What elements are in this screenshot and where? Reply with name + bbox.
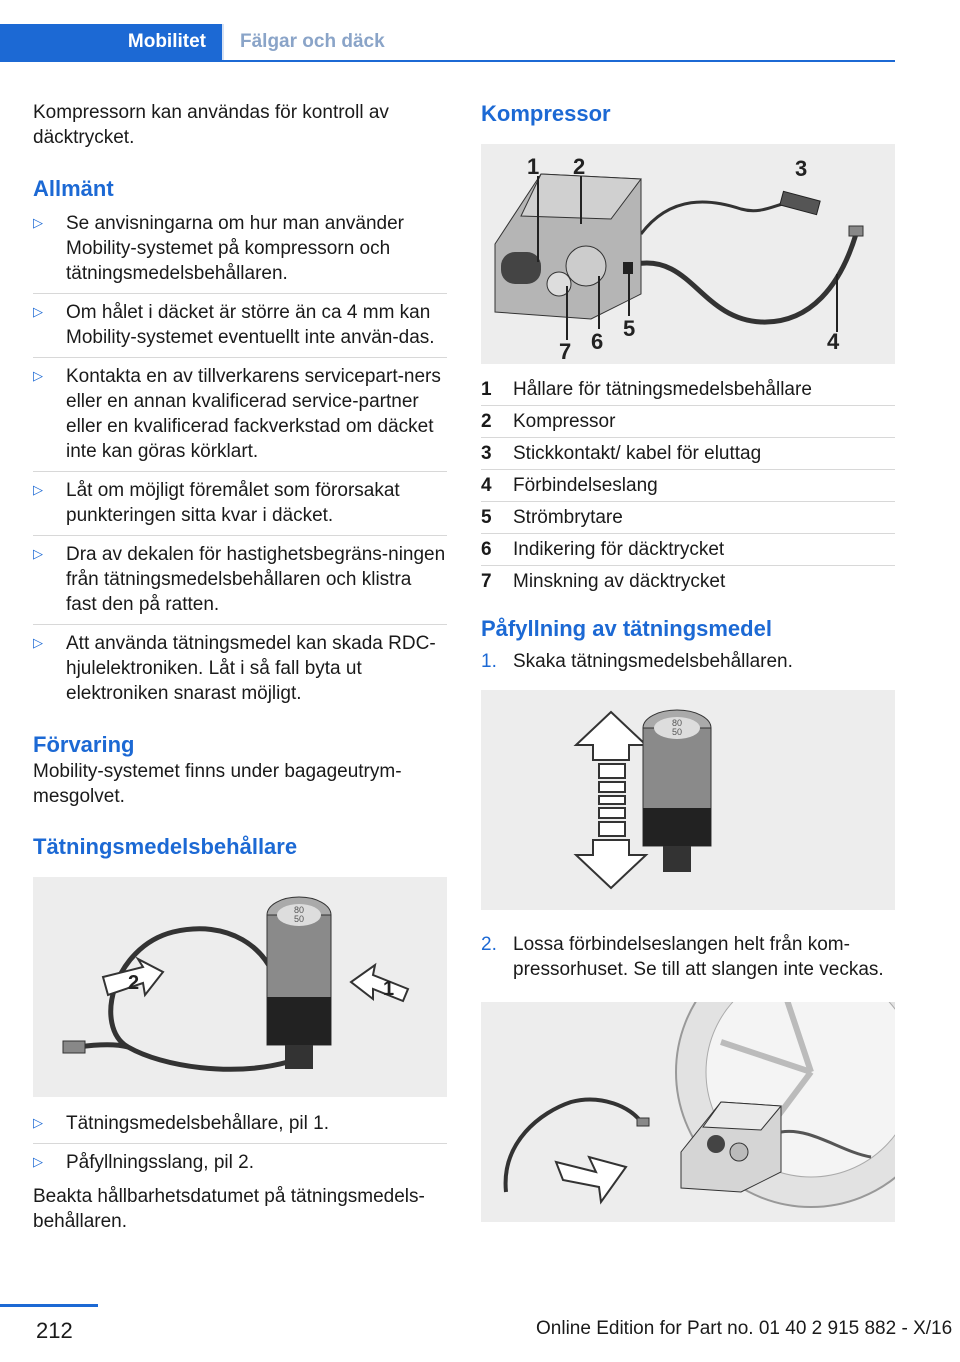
figure-label-2: 2 — [573, 154, 586, 179]
tab-falgar-och-dack[interactable]: Fälgar och däck — [240, 31, 385, 52]
compressor-figure — [481, 144, 895, 364]
shake-bottle-illustration — [481, 690, 895, 910]
forvaring-text: Mobility-systemet finns under bagageutrym-mesgolvet. — [33, 761, 402, 807]
heading-tatningsmedelsbehallare: Tätningsmedelsbehållare — [33, 834, 298, 859]
step-item: 1. Skaka tätningsmedelsbehållaren. — [481, 651, 793, 672]
list-item: ▷ Låt om möjligt föremålet som förorsakat punkteringen sitta kvar i däcket. — [33, 478, 447, 536]
steps-list-2 — [481, 932, 895, 982]
heading-pafyllning: Påfyllning av tätningsmedel — [481, 616, 772, 641]
right-column — [481, 100, 895, 1222]
triangle-bullet-icon: ▷ — [33, 368, 43, 383]
compressor-legend — [481, 374, 895, 597]
figure-label-1: 1 — [527, 154, 540, 179]
triangle-bullet-icon: ▷ — [33, 546, 43, 561]
legend-item: 1 Hållare för tätningsmedelsbehållare — [481, 374, 895, 406]
arrow-label-2: 2 — [128, 972, 140, 994]
legend-item: 6 Indikering för däcktrycket — [481, 534, 895, 566]
sealant-bottle-figure — [33, 877, 447, 1097]
triangle-bullet-icon: ▷ — [33, 1115, 43, 1130]
list-item: ▷ Påfyllningsslang, pil 2. — [33, 1152, 254, 1173]
legend-item: 4 Förbindelseslang — [481, 470, 895, 502]
sealant-bottle-illustration — [33, 877, 447, 1097]
bottle-gauge-50: 50 — [293, 914, 305, 924]
triangle-bullet-icon: ▷ — [33, 1154, 43, 1169]
legend-item: 5 Strömbrytare — [481, 502, 895, 534]
legend-item: 2 Kompressor — [481, 406, 895, 438]
list-item: ▷ Att använda tätningsmedel kan skada RDC-hjulelektroniken. Låt i så fall byta ut elektroniken snarast möjligt. — [33, 633, 436, 704]
legend-item: 7 Minskning av däcktrycket — [481, 571, 726, 592]
figure-label-5: 5 — [623, 316, 636, 341]
shake-bottle-figure — [481, 690, 895, 910]
step-item: 2. Lossa förbindelseslangen helt från kom-pressorhuset. Se till att slangen inte veckas. — [481, 934, 884, 980]
legend-item: 3 Stickkontakt/ kabel för eluttag — [481, 438, 895, 470]
page-number: 212 — [36, 1318, 73, 1343]
footer-rule — [0, 1304, 98, 1307]
figure-label-6: 6 — [591, 329, 604, 354]
figure-label-3: 3 — [795, 156, 808, 181]
list-item: ▷ Tätningsmedelsbehållare, pil 1. — [33, 1111, 447, 1144]
shake-gauge-80: 80 — [671, 718, 683, 728]
shake-gauge-50: 50 — [671, 727, 683, 737]
edition-text: Online Edition for Part no. 01 40 2 915 882 - X/16 — [536, 1318, 953, 1339]
compressor-illustration — [481, 144, 895, 364]
triangle-bullet-icon: ▷ — [33, 635, 43, 650]
list-item: ▷ Se anvisningarna om hur man använder Mobility-systemet på kompressorn och tätningsmedelsbehållaren. — [33, 211, 447, 294]
tab-separator — [222, 24, 224, 60]
figure-label-4: 4 — [827, 329, 840, 354]
heading-kompressor: Kompressor — [481, 101, 611, 126]
triangle-bullet-icon: ▷ — [33, 304, 43, 319]
list-item: ▷ Dra av dekalen för hastighetsbegräns-ningen från tätningsmedelsbehållaren och klistra fast den på ratten. — [33, 542, 447, 625]
figure-label-7: 7 — [559, 339, 572, 364]
allmant-list — [33, 211, 447, 713]
triangle-bullet-icon: ▷ — [33, 482, 43, 497]
triangle-bullet-icon: ▷ — [33, 215, 43, 230]
heading-allmant: Allmänt — [33, 176, 114, 201]
page-header — [0, 0, 960, 62]
hose-disconnect-figure — [481, 1002, 895, 1222]
steps-list-1 — [481, 649, 895, 674]
bottle-gauge-80: 80 — [293, 905, 305, 915]
heading-forvaring: Förvaring — [33, 732, 135, 757]
tatning-note: Beakta hållbarhetsdatumet på tätningsmedels-behållaren. — [33, 1186, 425, 1232]
intro-text: Kompressorn kan användas för kontroll av däcktrycket. — [33, 102, 389, 148]
header-rule — [0, 60, 895, 62]
list-item: ▷ Om hålet i däcket är större än ca 4 mm kan Mobility-systemet eventuellt inte använ-das. — [33, 300, 447, 358]
hose-disconnect-illustration — [481, 1002, 895, 1222]
tab-mobilitet[interactable]: Mobilitet — [0, 24, 222, 60]
arrow-label-1: 1 — [383, 978, 395, 1000]
list-item: ▷ Kontakta en av tillverkarens servicepart-ners eller en annan kvalificerad service-partner eller en kvalificerad fackverkstad om däcket inte kan göras körklart. — [33, 364, 447, 472]
tatning-list — [33, 1111, 447, 1182]
left-column — [33, 100, 447, 1234]
